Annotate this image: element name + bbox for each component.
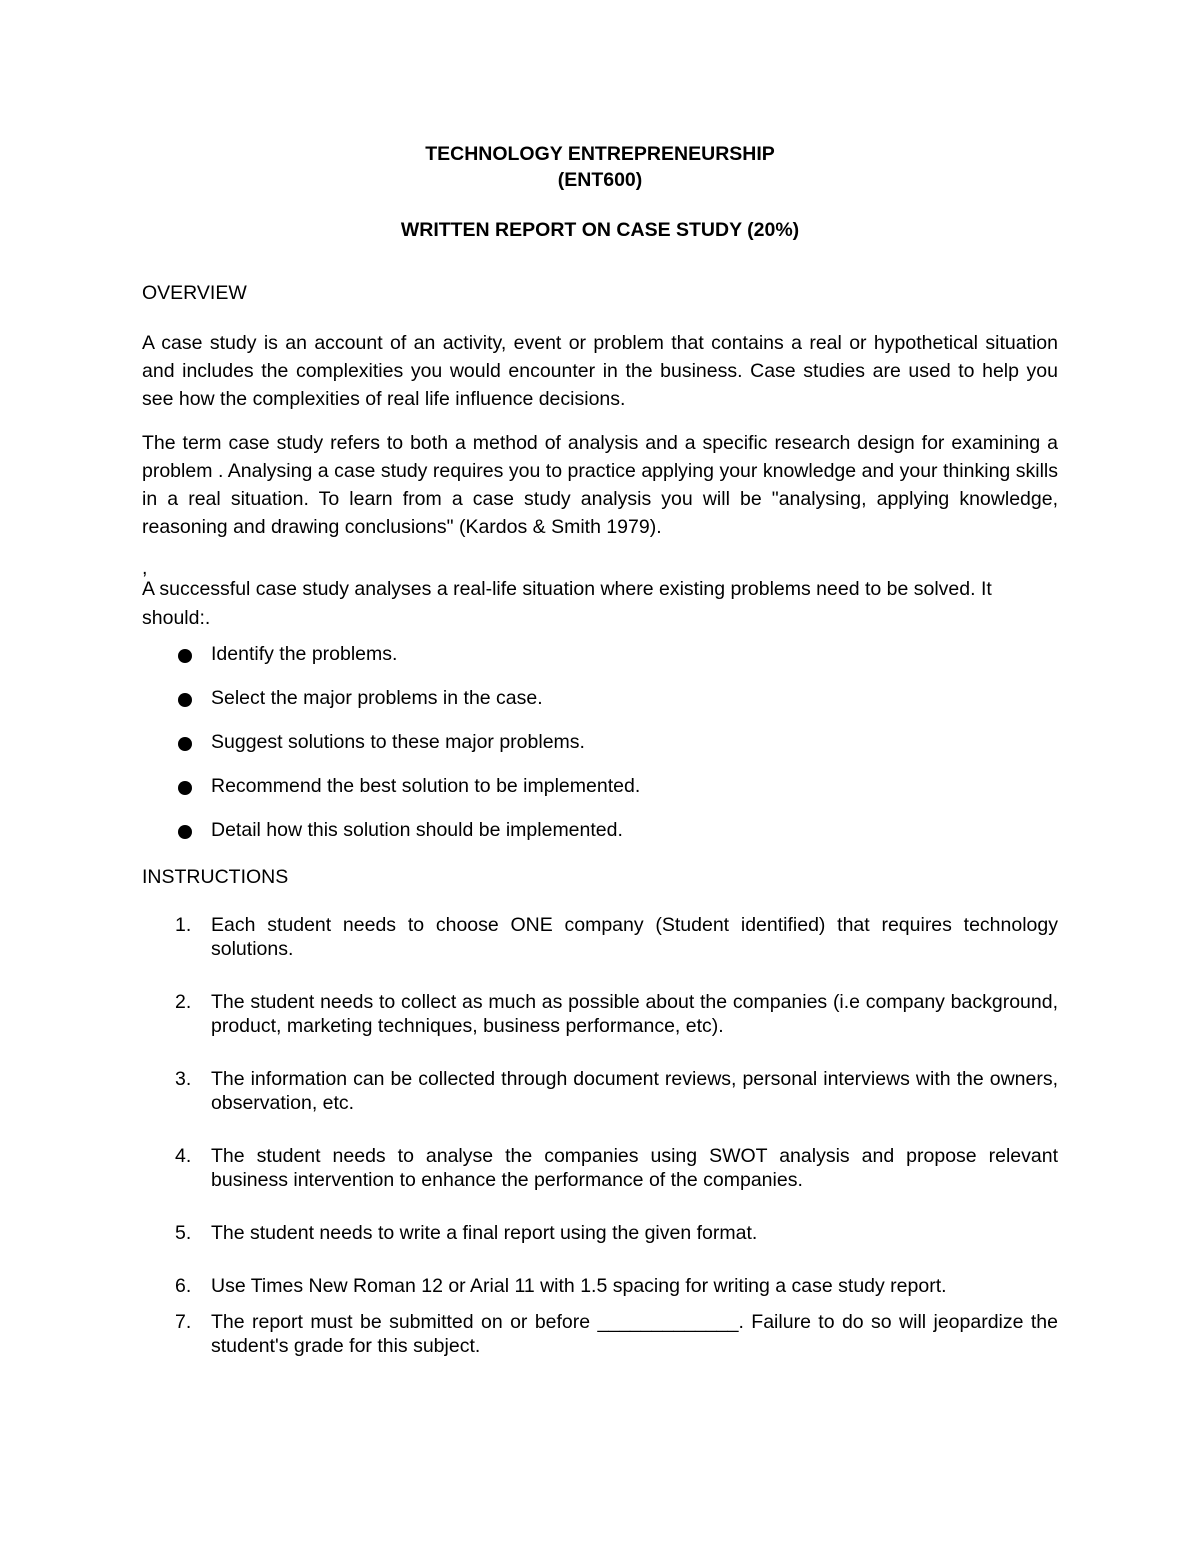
- instruction-number: 3.: [175, 1068, 192, 1090]
- overview-paragraph-1: A case study is an account of an activity, event or problem that contains a real or hypothetical situation and includes the complexities you would encounter in the business. Case studies are used to help you see how the complexities of real life influence decisions.: [142, 332, 1058, 410]
- bullet-icon: [178, 649, 192, 663]
- instruction-number: 4.: [175, 1145, 192, 1167]
- instruction-number: 2.: [175, 991, 192, 1013]
- instruction-item: [142, 1274, 1058, 1298]
- list-item-text: Detail how this solution should be implemented.: [211, 819, 623, 841]
- instruction-text: The student needs to write a final report using the given format.: [211, 1222, 758, 1244]
- instruction-item: [142, 1067, 1058, 1115]
- document-content: [142, 141, 1058, 1358]
- instruction-item: [142, 1310, 1058, 1358]
- instruction-text: The report must be submitted on or before _____________. Failure to do so will jeopardize the student's grade for this subject.: [211, 1311, 1058, 1357]
- course-title: TECHNOLOGY ENTREPRENEURSHIP: [425, 143, 775, 165]
- instruction-number: 7.: [175, 1311, 192, 1333]
- list-item: [142, 687, 1058, 731]
- list-item-text: Select the major problems in the case.: [211, 687, 543, 709]
- instructions-list: [142, 913, 1058, 1358]
- bullet-icon: [178, 693, 192, 707]
- overview-heading: OVERVIEW: [142, 282, 247, 304]
- overview-paragraph-2: The term case study refers to both a method of analysis and a specific research design for examining a problem . Analysing a case study requires you to practice applying your knowledge and your thinking skills in a real situation. To learn from a case study analysis you will be "analysing, applying knowledge, reasoning and drawing conclusions" (Kardos & Smith 1979).: [142, 432, 1058, 538]
- instruction-text: The information can be collected through document reviews, personal interviews with the owners, observation, etc.: [211, 1068, 1058, 1114]
- instruction-item: [142, 1221, 1058, 1245]
- bullet-icon: [178, 737, 192, 751]
- instruction-text: The student needs to analyse the companies using SWOT analysis and propose relevant business intervention to enhance the performance of the companies.: [211, 1145, 1058, 1191]
- list-item: [142, 775, 1058, 819]
- instruction-number: 6.: [175, 1275, 192, 1297]
- requirements-list: [142, 643, 1058, 863]
- instructions-heading: INSTRUCTIONS: [142, 866, 289, 888]
- course-code: (ENT600): [557, 169, 643, 191]
- instruction-text: Each student needs to choose ONE company (Student identified) that requires technology solutions.: [211, 914, 1058, 960]
- instruction-item: [142, 1144, 1058, 1192]
- bullet-icon: [178, 825, 192, 839]
- instruction-text: Use Times New Roman 12 or Arial 11 with 1.5 spacing for writing a case study report.: [211, 1275, 947, 1297]
- stray-comma: ,: [142, 557, 148, 579]
- bullet-icon: [178, 781, 192, 795]
- report-title: WRITTEN REPORT ON CASE STUDY (20%): [400, 219, 800, 241]
- list-item: [142, 819, 1058, 863]
- instruction-text: The student needs to collect as much as possible about the companies (i.e company background, product, marketing techniques, business performance, etc).: [211, 991, 1058, 1037]
- instruction-number: 1.: [175, 914, 192, 936]
- list-item-text: Identify the problems.: [211, 643, 398, 665]
- instruction-number: 5.: [175, 1222, 192, 1244]
- instruction-item: [142, 913, 1058, 961]
- list-item-text: Recommend the best solution to be implemented.: [211, 775, 641, 797]
- list-item: [142, 731, 1058, 775]
- list-item-text: Suggest solutions to these major problems.: [211, 731, 585, 753]
- list-item: [142, 643, 1058, 687]
- overview-paragraph-3: A successful case study analyses a real-life situation where existing problems need to be solved. It should:.: [142, 578, 992, 629]
- instruction-item: [142, 990, 1058, 1038]
